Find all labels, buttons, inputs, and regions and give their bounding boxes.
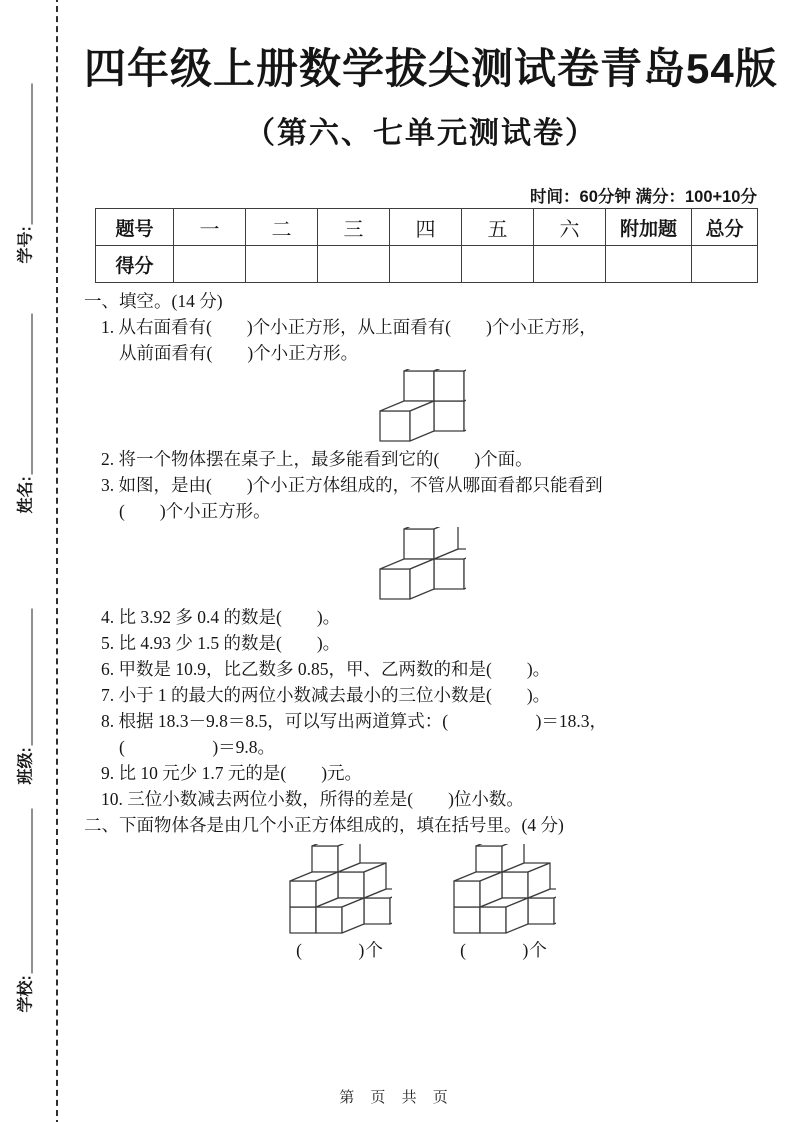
section2-figure-left	[288, 844, 392, 963]
paper-title: 四年级上册数学拔尖测试卷青岛54版	[84, 45, 778, 92]
question-3-line1: 3. 如图，是由( )个小正方体组成的，不管从哪面看都只能看到	[101, 475, 603, 495]
score-row-label: 得分	[96, 246, 174, 283]
section2-title: 二、下面物体各是由几个小正方体组成的，填在括号里。(4 分)	[84, 815, 564, 835]
section2-figure-right	[452, 844, 556, 963]
student-number-label: 学号:	[17, 226, 35, 264]
paper-subtitle: （第六、七单元测试卷）	[245, 117, 597, 150]
score-table	[95, 208, 758, 283]
school-field	[13, 809, 36, 1013]
score-table-header-cell: 总分	[692, 209, 758, 246]
question-6: 6. 甲数是 10.9，比乙数多 0.85，甲、乙两数的和是( )。	[101, 659, 551, 679]
question-8-line2: ( )＝9.8。	[119, 737, 276, 757]
time-score-info: 时间：60分钟 满分：100+10分	[530, 188, 757, 206]
question-1-line2: 从前面看有( )个小正方形。	[119, 343, 359, 363]
class-blank-line	[32, 609, 33, 746]
cube-figure-q1	[378, 369, 466, 443]
score-cell-empty	[318, 246, 390, 283]
binding-cut-line	[56, 0, 58, 1122]
score-cell-empty	[390, 246, 462, 283]
score-table-header-cell: 附加题	[606, 209, 692, 246]
student-name-label: 姓名:	[17, 476, 35, 514]
cube-figure-count-left	[288, 844, 392, 935]
score-table-header-row	[96, 209, 758, 246]
score-table-header-cell: 六	[534, 209, 606, 246]
question-2: 2. 将一个物体摆在桌子上，最多能看到它的( )个面。	[101, 449, 533, 469]
section2-figures-row	[84, 838, 760, 963]
question-10: 10. 三位小数减去两位小数，所得的差是( )位小数。	[101, 789, 524, 809]
score-cell-empty	[246, 246, 318, 283]
score-table-header-cell: 五	[462, 209, 534, 246]
score-cell-empty	[174, 246, 246, 283]
score-cell-empty	[692, 246, 758, 283]
score-cell-empty	[606, 246, 692, 283]
question-7: 7. 小于 1 的最大的两位小数减去最小的三位小数是( )。	[101, 685, 551, 705]
student-number-field	[13, 84, 36, 264]
question-4: 4. 比 3.92 多 0.4 的数是( )。	[101, 607, 341, 627]
score-cell-empty	[462, 246, 534, 283]
score-table-score-row	[96, 246, 758, 283]
question-1-line1: 1. 从右面看有( )个小正方形，从上面看有( )个小正方形，	[101, 317, 597, 337]
cube-figure-q3	[378, 527, 466, 601]
school-blank-line	[32, 809, 33, 974]
count-caption-left: ( )个	[296, 940, 384, 960]
student-name-field	[13, 314, 36, 514]
section1-title: 一、填空。(14 分)	[84, 291, 223, 311]
school-label: 学校:	[17, 975, 35, 1013]
score-cell-empty	[534, 246, 606, 283]
class-label: 班级:	[17, 747, 35, 785]
page-footer: 第 页 共 页	[339, 1089, 454, 1106]
question-5: 5. 比 4.93 少 1.5 的数是( )。	[101, 633, 341, 653]
student-number-blank-line	[32, 84, 33, 225]
question-9: 9. 比 10 元少 1.7 元的是( )元。	[101, 763, 363, 783]
score-table-header-cell: 二	[246, 209, 318, 246]
question-1-figure-wrap	[84, 366, 760, 446]
question-8-line1: 8. 根据 18.3－9.8＝8.5，可以写出两道算式：( )＝18.3，	[101, 711, 608, 731]
student-name-blank-line	[32, 314, 33, 475]
count-caption-right: ( )个	[460, 940, 548, 960]
score-table-header-cell: 题号	[96, 209, 174, 246]
class-field	[13, 609, 36, 785]
cube-figure-count-right	[452, 844, 556, 935]
questions-area	[84, 288, 760, 963]
question-3-line2: ( )个小正方形。	[119, 501, 271, 521]
score-table-header-cell: 三	[318, 209, 390, 246]
question-3-figure-wrap	[84, 524, 760, 604]
score-table-header-cell: 一	[174, 209, 246, 246]
score-table-header-cell: 四	[390, 209, 462, 246]
